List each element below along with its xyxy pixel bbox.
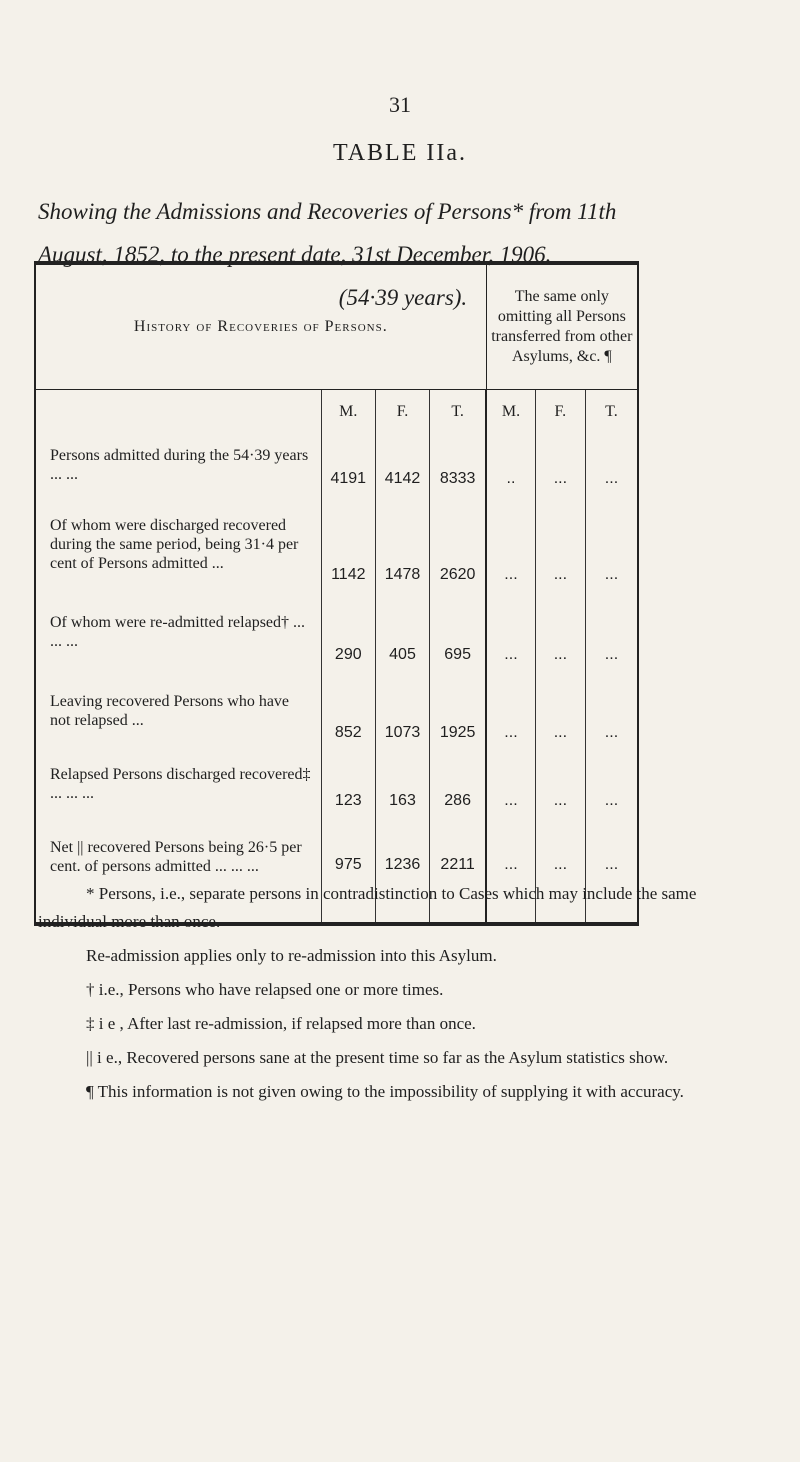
recoveries-table	[34, 261, 639, 926]
footnote-dagger: † i.e., Persons who have relapsed one or more times.	[86, 980, 444, 999]
cell: ...	[535, 818, 585, 924]
subtitle-line-1: Showing the Admissions and Recoveries of Persons* from 11th	[38, 199, 617, 224]
cell: ...	[585, 672, 638, 750]
row-label: Of whom were re-admitted relapsed† ... ... ...	[35, 592, 321, 672]
cell: ...	[535, 750, 585, 818]
cell: 975	[321, 818, 375, 924]
cell: 2620	[430, 496, 487, 592]
cell: ..	[486, 434, 535, 496]
column-header-t: T.	[430, 390, 487, 435]
cell: 852	[321, 672, 375, 750]
cell: ...	[585, 592, 638, 672]
cell: ...	[535, 434, 585, 496]
cell: ...	[486, 672, 535, 750]
footnote-persons: * Persons, i.e., separate persons in contradistinction to Cases which may include the same individual more than once.	[38, 884, 697, 931]
cell: ...	[486, 496, 535, 592]
cell: 4191	[321, 434, 375, 496]
table-row	[35, 672, 638, 750]
subtitle-line-3: (54·39 years).	[338, 285, 468, 310]
cell: ...	[535, 672, 585, 750]
cell: 1142	[321, 496, 375, 592]
column-header-f: F.	[375, 390, 429, 435]
cell: 2211	[430, 818, 487, 924]
column-header-m2: M.	[486, 390, 535, 435]
cell: ...	[585, 750, 638, 818]
row-label: Net || recovered Persons being 26·5 per cent. of persons admitted ... ... ...	[35, 818, 321, 924]
cell: 405	[375, 592, 429, 672]
cell: 1478	[375, 496, 429, 592]
cell: ...	[486, 750, 535, 818]
row-label: Leaving recovered Persons who have not relapsed ...	[35, 672, 321, 750]
cell: ...	[585, 496, 638, 592]
header-same-only: The same only omitting all Persons transferred from other Asylums, &c. ¶	[486, 263, 638, 390]
header-history: History of Recoveries of Persons.	[35, 263, 486, 390]
table-row	[35, 496, 638, 592]
row-label: Relapsed Persons discharged recovered‡ ... ... ...	[35, 750, 321, 818]
column-header-t2: T.	[585, 390, 638, 435]
row-label: Of whom were discharged recovered during the same period, being 31·4 per cent of Persons admitted ...	[35, 496, 321, 592]
footnotes	[38, 880, 768, 1112]
cell: 123	[321, 750, 375, 818]
cell: 4142	[375, 434, 429, 496]
table-row	[35, 592, 638, 672]
cell: 1925	[430, 672, 487, 750]
cell: ...	[585, 818, 638, 924]
column-header-f2: F.	[535, 390, 585, 435]
cell: 1236	[375, 818, 429, 924]
table-row	[35, 434, 638, 496]
footnote-pilcrow: ¶ This information is not given owing to the impossibility of supplying it with accuracy.	[86, 1082, 684, 1101]
cell: ...	[585, 434, 638, 496]
column-header-m: M.	[321, 390, 375, 435]
column-header-blank	[35, 390, 321, 435]
page-number: 31	[389, 92, 411, 117]
cell: ...	[535, 496, 585, 592]
cell: ...	[486, 818, 535, 924]
cell: 163	[375, 750, 429, 818]
footnote-double-dagger: ‡ i e , After last re-admission, if relapsed more than once.	[86, 1014, 476, 1033]
cell: 1073	[375, 672, 429, 750]
footnote-parallel: || i e., Recovered persons sane at the present time so far as the Asylum statistics show.	[86, 1048, 669, 1067]
row-label: Persons admitted during the 54·39 years ... ...	[35, 434, 321, 496]
table-row	[35, 750, 638, 818]
cell: ...	[486, 592, 535, 672]
cell: 286	[430, 750, 487, 818]
cell: 290	[321, 592, 375, 672]
subtitle-line-2: August, 1852, to the present date, 31st December, 1906.	[38, 242, 552, 267]
cell: 8333	[430, 434, 487, 496]
cell: 695	[430, 592, 487, 672]
cell: ...	[535, 592, 585, 672]
table-title: TABLE IIa.	[332, 140, 468, 166]
footnote-readmission: Re-admission applies only to re-admission into this Asylum.	[86, 946, 497, 965]
